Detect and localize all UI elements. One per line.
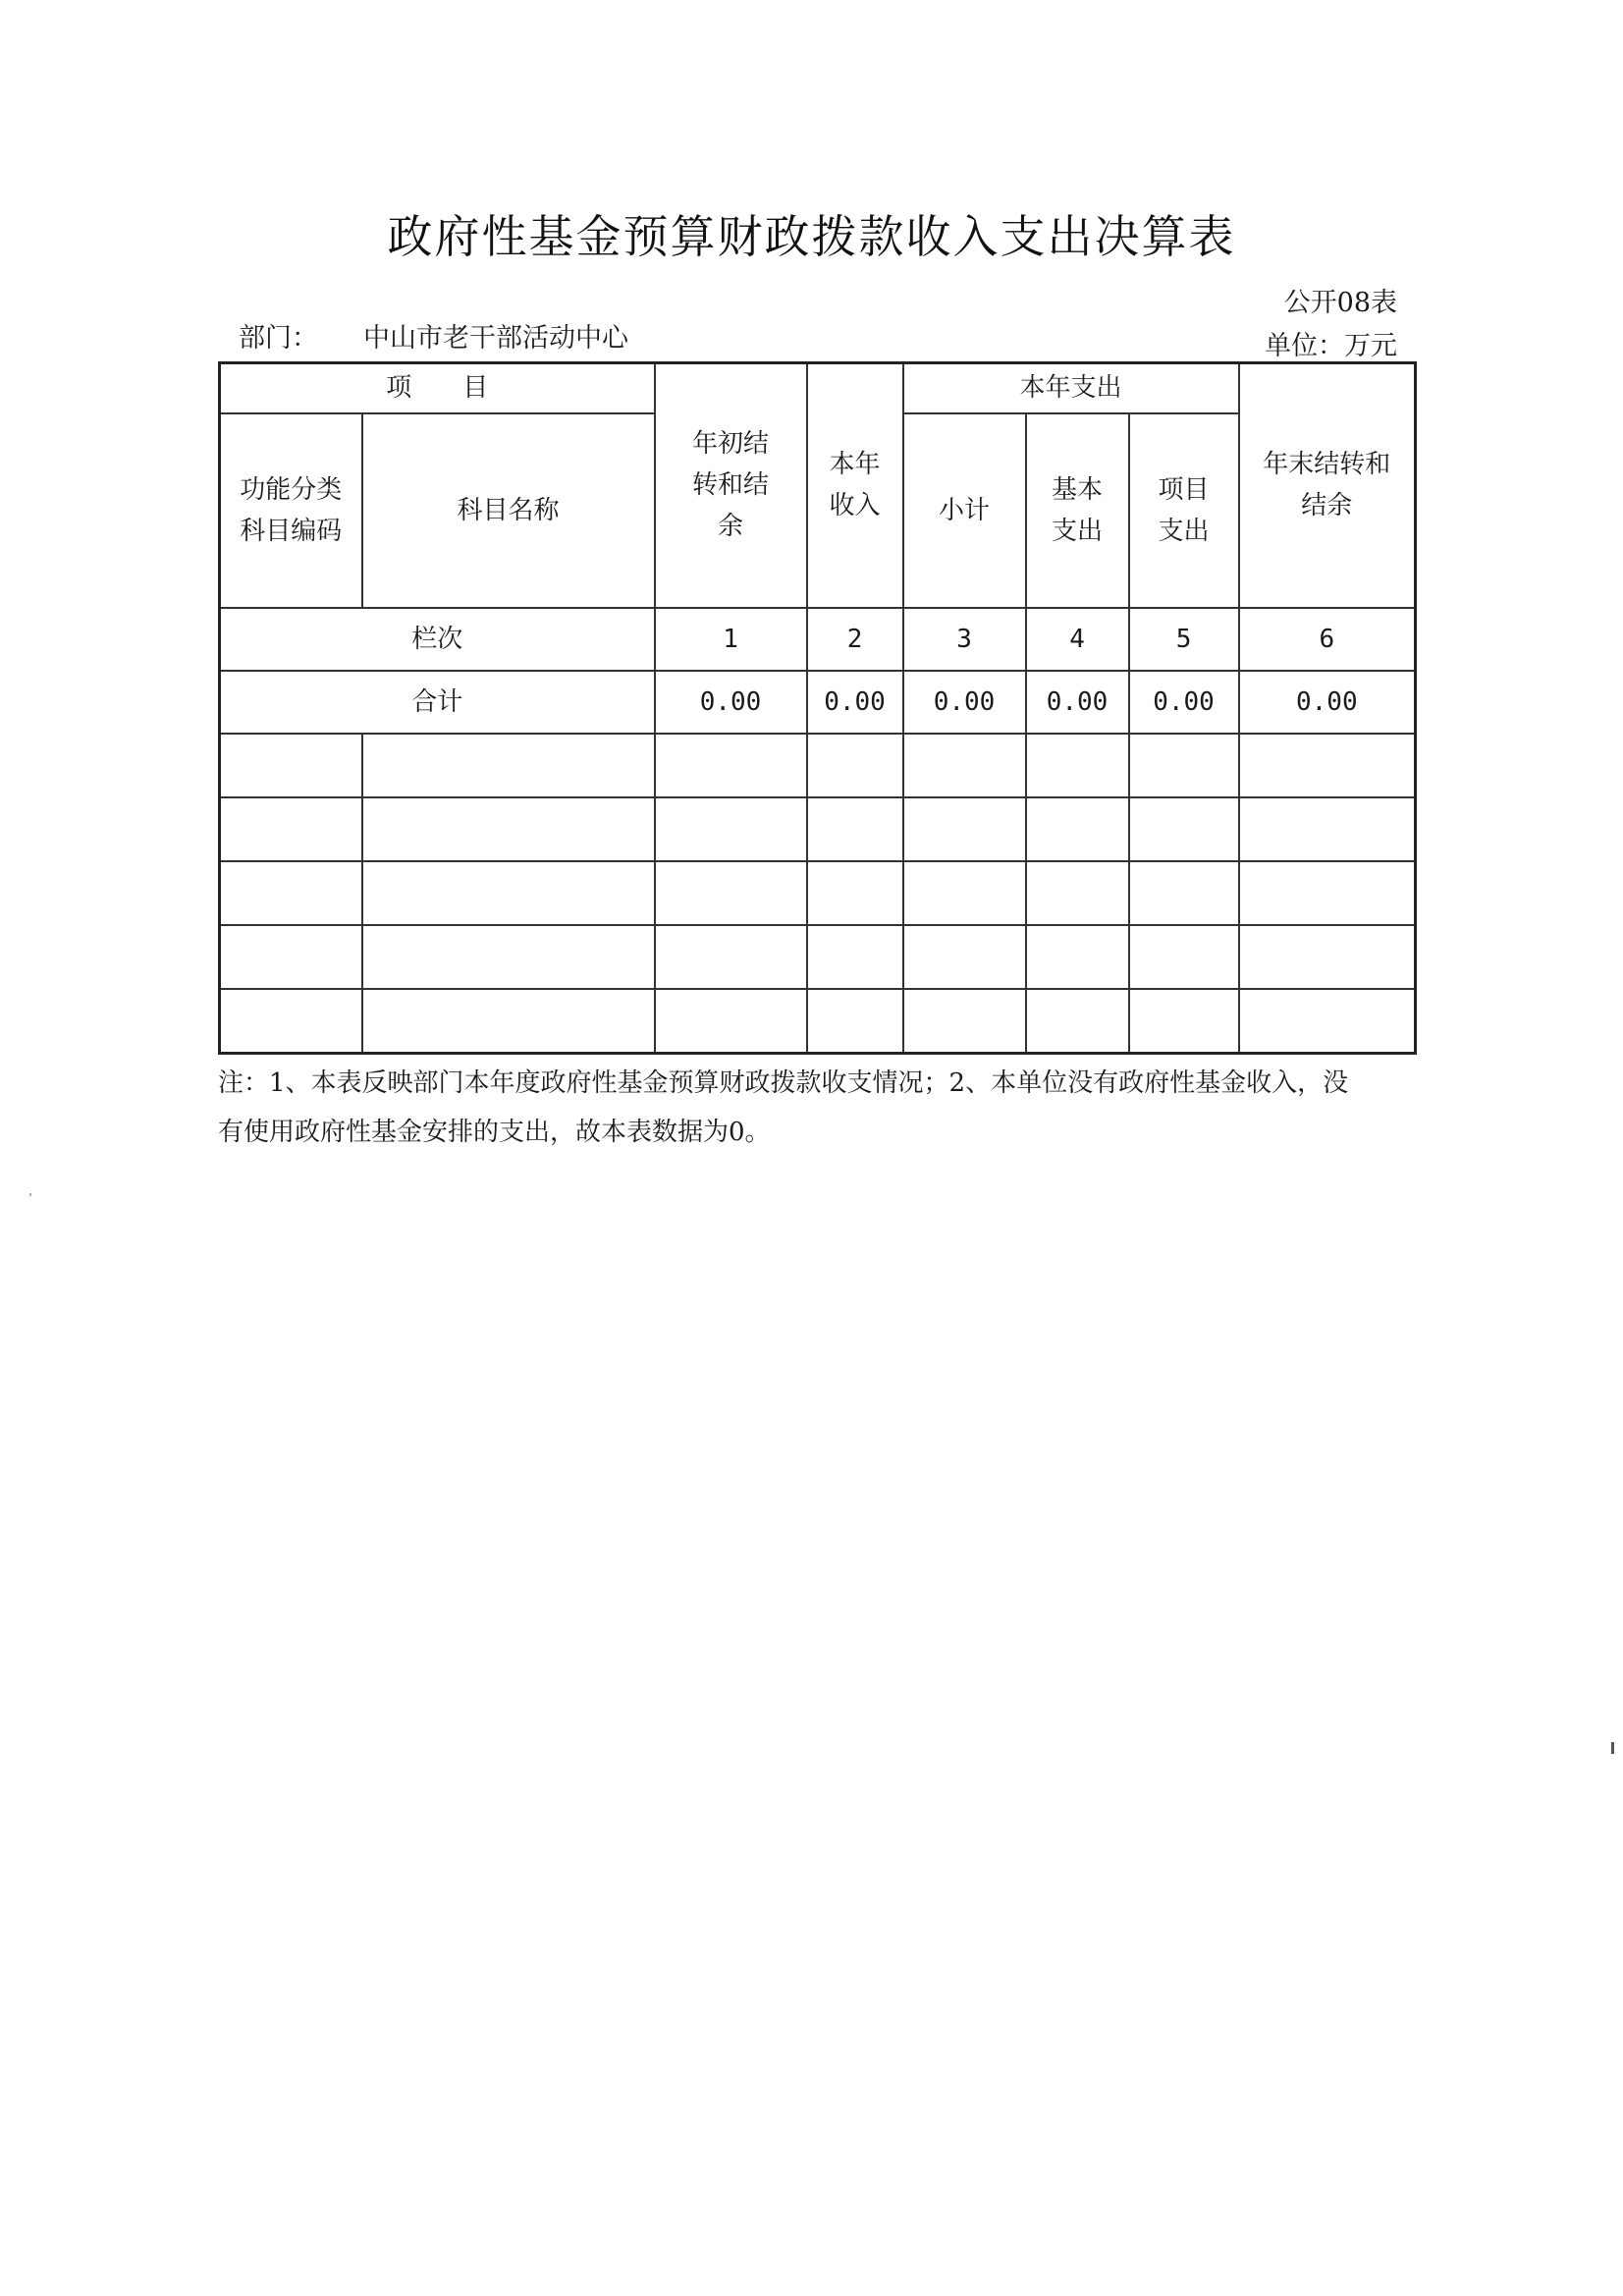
header-end-balance: 年末结转和结余 [1239,363,1416,608]
header-basic: 基本支出 [1026,413,1129,608]
total-value: 0.00 [807,671,903,734]
unit-label: 单位：万元 [1265,331,1397,361]
header-project: 项目支出 [1129,413,1239,608]
col-number: 2 [807,608,903,671]
table-row [220,989,1416,1054]
scan-mark [1611,1742,1614,1754]
total-value: 0.00 [655,671,807,734]
header-expense-group: 本年支出 [903,363,1239,413]
form-number: 公开08表 [1283,288,1397,318]
scan-mark [29,1193,31,1196]
footnote-line: 有使用政府性基金安排的支出，故本表数据为0。 [218,1118,771,1147]
header-begin-balance: 年初结转和结余 [655,363,807,608]
total-value: 0.00 [1129,671,1239,734]
department-label: 部门： [239,323,318,354]
header-code: 功能分类科目编码 [220,413,362,608]
col-number: 5 [1129,608,1239,671]
page-title: 政府性基金预算财政拨款收入支出决算表 [387,210,1236,263]
header-name: 科目名称 [362,413,655,608]
col-number: 4 [1026,608,1129,671]
table-row [220,861,1416,925]
footnote [218,1059,1421,1157]
col-number: 1 [655,608,807,671]
total-value: 0.00 [1239,671,1416,734]
header-income: 本年收入 [807,363,903,608]
col-number: 3 [903,608,1026,671]
header-item: 项 目 [220,363,655,413]
table-row [220,797,1416,861]
col-number: 6 [1239,608,1416,671]
total-value: 0.00 [903,671,1026,734]
department-name: 中山市老干部活动中心 [363,323,628,354]
footnote-line: 注：1、本表反映部门本年度政府性基金预算财政拨款收支情况；2、本单位没有政府性基金收入，没 [218,1068,1349,1098]
total-value: 0.00 [1026,671,1129,734]
budget-table [218,361,1417,1055]
col-row-label: 栏次 [220,608,655,671]
table-row [220,734,1416,797]
total-label: 合计 [220,671,655,734]
table-row [220,925,1416,989]
header-subtotal: 小计 [903,413,1026,608]
